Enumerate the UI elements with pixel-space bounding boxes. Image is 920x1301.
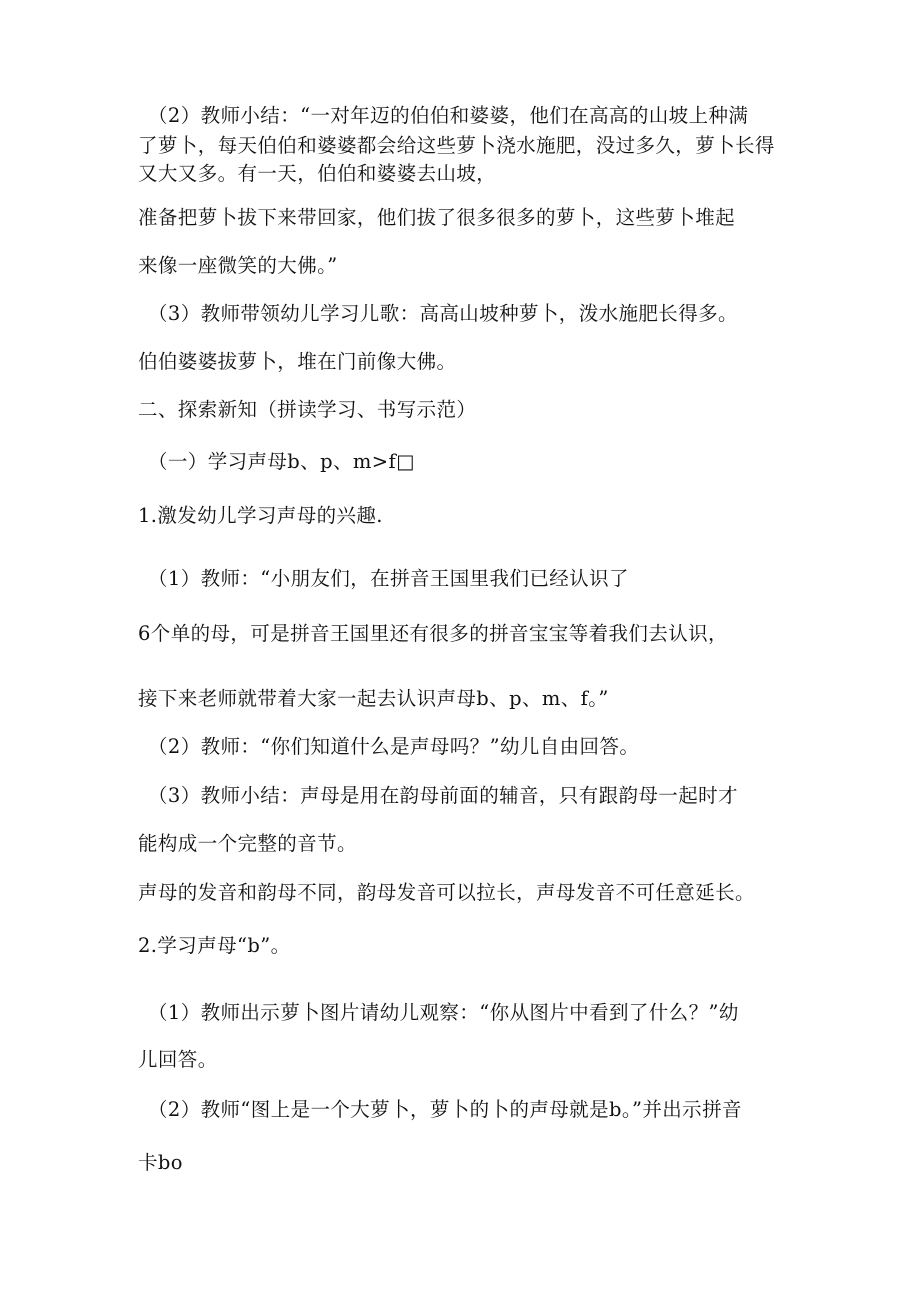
paragraph-line: （2）教师小结：“一对年迈的伯伯和婆婆，他们在高高的山坡上种满: [148, 104, 749, 127]
paragraph-line: （1）教师：“小朋友们，在拼音王国里我们已经认识了: [148, 567, 629, 590]
paragraph-line: 6个单的母，可是拼音王国里还有很多的拼音宝宝等着我们去认识，: [138, 622, 728, 645]
section-heading: 二、探索新知（拼读学习、书写示范）: [138, 398, 477, 421]
paragraph-line: 了萝卜，每天伯伯和婆婆都会给这些萝卜浇水施肥，没过多久，萝卜长得: [138, 134, 775, 157]
paragraph-line: 准备把萝卜拔下来带回家，他们拔了很多很多的萝卜，这些萝卜堆起: [138, 206, 736, 229]
paragraph-line: 卡bo: [138, 1151, 183, 1174]
paragraph-line: （1）教师出示萝卜图片请幼儿观察：“你从图片中看到了什么？”幼: [148, 1001, 739, 1024]
paragraph-line: 儿回答。: [138, 1048, 218, 1071]
paragraph-line: （2）教师：“你们知道什么是声母吗？”幼儿自由回答。: [148, 735, 640, 758]
numbered-heading: 2.学习声母“b”。: [138, 934, 291, 957]
paragraph-line: 又大又多。有一天，伯伯和婆婆去山坡，: [138, 162, 497, 185]
numbered-heading: 1.激发幼儿学习声母的兴趣.: [138, 504, 383, 527]
paragraph-line: 接下来老师就带着大家一起去认识声母b、p、m、f。”: [138, 687, 609, 710]
paragraph-line: （3）教师小结：声母是用在韵母前面的辅音，只有跟韵母一起时才: [148, 784, 738, 807]
paragraph-line: 能构成一个完整的音节。: [138, 832, 357, 855]
subsection-heading: （一）学习声母b、p、m>f□: [148, 450, 415, 473]
paragraph-line: 来像一座微笑的大佛。”: [138, 254, 338, 277]
paragraph-line: 伯伯婆婆拔萝卜，堆在门前像大佛。: [138, 350, 457, 373]
paragraph-line: （2）教师“图上是一个大萝卜，萝卜的卜的声母就是b。”并出示拼音: [148, 1098, 742, 1121]
paragraph-line: （3）教师带领幼儿学习儿歌：高高山坡种萝卜，泼水施肥长得多。: [148, 302, 738, 325]
paragraph-line: 声母的发音和韵母不同，韵母发音可以拉长，声母发音不可任意延长。: [138, 881, 755, 904]
